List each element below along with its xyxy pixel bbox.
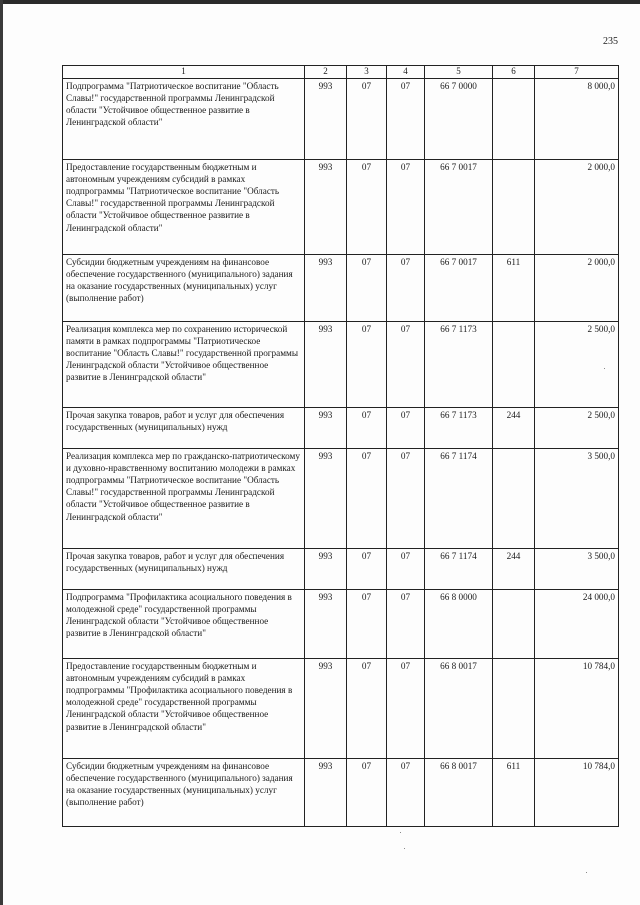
expense-type-code: 611 (493, 758, 535, 826)
section-code: 07 (347, 548, 387, 589)
table-row (63, 78, 619, 159)
header-row (63, 66, 619, 79)
ministry-code: 993 (305, 407, 347, 448)
scan-edge-top (0, 0, 640, 4)
ministry-code: 993 (305, 758, 347, 826)
scan-edge-left (0, 0, 3, 905)
ministry-code: 993 (305, 321, 347, 407)
expense-type-code: 244 (493, 407, 535, 448)
ministry-code: 993 (305, 448, 347, 548)
amount: 10 784,0 (535, 658, 619, 758)
page-number: 235 (603, 36, 618, 47)
amount: 2 000,0 (535, 159, 619, 254)
table-row (63, 758, 619, 826)
scan-speck (604, 368, 605, 369)
table-row (63, 548, 619, 589)
item-name: Предоставление государственным бюджетным и автономным учреждениям субсидий в рамках подпрограммы "Патриотическое воспитание "Область Славы!" государственной программы Ленинградской области "Устойчивое общественное развитие в Ленинградской области" (63, 159, 305, 254)
expense-type-code: 244 (493, 548, 535, 589)
ministry-code: 993 (305, 548, 347, 589)
subsection-code: 07 (387, 448, 425, 548)
scan-speck (586, 872, 587, 873)
expense-type-code (493, 159, 535, 254)
amount: 10 784,0 (535, 758, 619, 826)
amount: 3 500,0 (535, 548, 619, 589)
item-name: Прочая закупка товаров, работ и услуг для обеспечения государственных (муниципальных) нужд (63, 407, 305, 448)
target-article-code: 66 7 1173 (425, 407, 493, 448)
ministry-code: 993 (305, 78, 347, 159)
target-article-code: 66 7 0017 (425, 159, 493, 254)
column-header: 5 (425, 66, 493, 79)
table-row (63, 159, 619, 254)
column-header: 4 (387, 66, 425, 79)
item-name: Предоставление государственным бюджетным и автономным учреждениям субсидий в рамках подпрограммы "Профилактика асоциального поведения в молодежной среде" государственной программы Ленинградской области "Устойчивое общественное развитие в Ленинградской области" (63, 658, 305, 758)
target-article-code: 66 7 1174 (425, 548, 493, 589)
column-header: 6 (493, 66, 535, 79)
subsection-code: 07 (387, 78, 425, 159)
table-row (63, 448, 619, 548)
subsection-code: 07 (387, 321, 425, 407)
expense-type-code: 611 (493, 254, 535, 321)
item-name: Подпрограмма "Профилактика асоциального поведения в молодежной среде" государственной программы Ленинградской области "Устойчивое общественное развитие в Ленинградской области" (63, 589, 305, 658)
table-row (63, 254, 619, 321)
table-row (63, 658, 619, 758)
scan-speck (404, 848, 405, 849)
subsection-code: 07 (387, 159, 425, 254)
subsection-code: 07 (387, 548, 425, 589)
expense-type-code (493, 321, 535, 407)
section-code: 07 (347, 758, 387, 826)
section-code: 07 (347, 658, 387, 758)
amount: 8 000,0 (535, 78, 619, 159)
ministry-code: 993 (305, 589, 347, 658)
budget-table (62, 65, 619, 827)
section-code: 07 (347, 407, 387, 448)
subsection-code: 07 (387, 658, 425, 758)
expense-type-code (493, 448, 535, 548)
amount: 3 500,0 (535, 448, 619, 548)
section-code: 07 (347, 78, 387, 159)
subsection-code: 07 (387, 589, 425, 658)
column-header: 2 (305, 66, 347, 79)
item-name: Реализация комплекса мер по гражданско-патриотическому и духовно-нравственному воспитанию молодежи в рамках подпрограммы "Патриотическое воспитание "Область Славы!" государственной программы Ленинградской области "Устойчивое общественное развитие в Ленинградской области" (63, 448, 305, 548)
expense-type-code (493, 658, 535, 758)
item-name: Субсидии бюджетным учреждениям на финансовое обеспечение государственного (муниципального) задания на оказание государственных (муниципальных) услуг (выполнение работ) (63, 254, 305, 321)
ministry-code: 993 (305, 254, 347, 321)
expense-type-code (493, 589, 535, 658)
subsection-code: 07 (387, 407, 425, 448)
target-article-code: 66 7 1174 (425, 448, 493, 548)
amount: 2 500,0 (535, 407, 619, 448)
column-header: 7 (535, 66, 619, 79)
ministry-code: 993 (305, 658, 347, 758)
target-article-code: 66 7 0000 (425, 78, 493, 159)
column-header: 1 (63, 66, 305, 79)
subsection-code: 07 (387, 254, 425, 321)
item-name: Подпрограмма "Патриотическое воспитание "Область Славы!" государственной программы Ленинградской области "Устойчивое общественное развитие в Ленинградской области" (63, 78, 305, 159)
ministry-code: 993 (305, 159, 347, 254)
section-code: 07 (347, 589, 387, 658)
scan-speck (400, 832, 401, 833)
target-article-code: 66 7 1173 (425, 321, 493, 407)
target-article-code: 66 8 0000 (425, 589, 493, 658)
column-header: 3 (347, 66, 387, 79)
section-code: 07 (347, 254, 387, 321)
table-row (63, 407, 619, 448)
table-row (63, 321, 619, 407)
section-code: 07 (347, 321, 387, 407)
target-article-code: 66 7 0017 (425, 254, 493, 321)
target-article-code: 66 8 0017 (425, 758, 493, 826)
table-row (63, 589, 619, 658)
expense-type-code (493, 78, 535, 159)
amount: 2 500,0 (535, 321, 619, 407)
amount: 2 000,0 (535, 254, 619, 321)
item-name: Субсидии бюджетным учреждениям на финансовое обеспечение государственного (муниципального) задания на оказание государственных (муниципальных) услуг (выполнение работ) (63, 758, 305, 826)
item-name: Прочая закупка товаров, работ и услуг для обеспечения государственных (муниципальных) нужд (63, 548, 305, 589)
amount: 24 000,0 (535, 589, 619, 658)
item-name: Реализация комплекса мер по сохранению исторической памяти в рамках подпрограммы "Патриотическое воспитание "Область Славы!" государственной программы Ленинградской области "Устойчивое общественное развитие в Ленинградской области" (63, 321, 305, 407)
section-code: 07 (347, 159, 387, 254)
subsection-code: 07 (387, 758, 425, 826)
target-article-code: 66 8 0017 (425, 658, 493, 758)
section-code: 07 (347, 448, 387, 548)
